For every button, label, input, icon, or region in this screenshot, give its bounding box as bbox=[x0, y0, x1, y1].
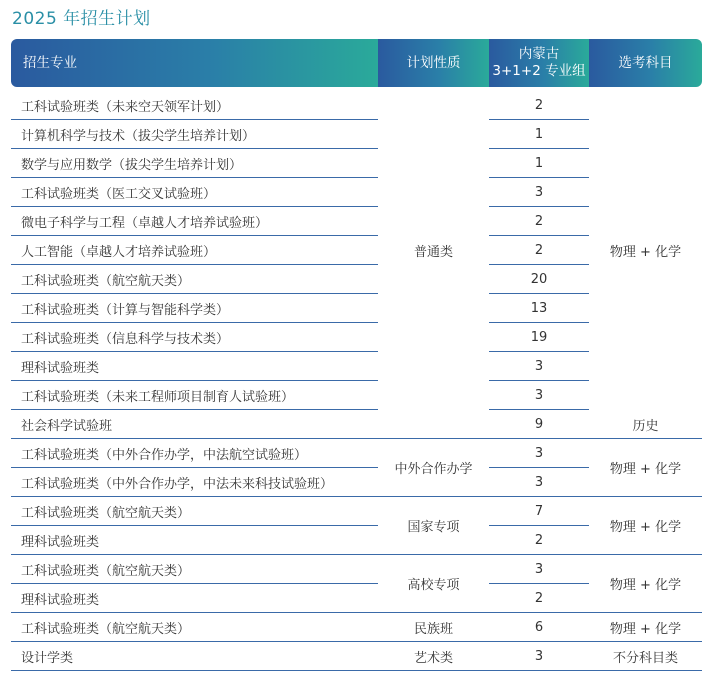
quota-cell: 3 bbox=[489, 439, 589, 468]
table-row bbox=[11, 439, 702, 468]
subjects-cell: 不分科目类 bbox=[589, 642, 702, 671]
subjects-cell: 物理 + 化学 bbox=[589, 555, 702, 613]
major-cell: 工科试验班类（航空航天类） bbox=[11, 265, 378, 294]
quota-cell: 2 bbox=[489, 526, 589, 555]
major-cell: 工科试验班类（航空航天类） bbox=[11, 613, 378, 642]
quota-cell: 2 bbox=[489, 236, 589, 265]
major-cell: 人工智能（卓越人才培养试验班） bbox=[11, 236, 378, 265]
table-row bbox=[11, 555, 702, 584]
table-row bbox=[11, 410, 702, 439]
plan-type-cell: 国家专项 bbox=[378, 497, 489, 555]
header-quota bbox=[489, 39, 589, 87]
quota-cell: 3 bbox=[489, 555, 589, 584]
major-cell: 计算机科学与技术（拔尖学生培养计划） bbox=[11, 120, 378, 149]
plan-type-cell bbox=[378, 410, 489, 439]
table-header-row bbox=[11, 39, 702, 87]
major-cell: 工科试验班类（医工交叉试验班） bbox=[11, 178, 378, 207]
header-quota-line1: 内蒙古 bbox=[518, 46, 560, 62]
quota-cell: 13 bbox=[489, 294, 589, 323]
major-cell: 工科试验班类（计算与智能科学类） bbox=[11, 294, 378, 323]
header-major: 招生专业 bbox=[11, 39, 378, 87]
subjects-cell: 历史 bbox=[589, 410, 702, 439]
table-row bbox=[11, 642, 702, 671]
quota-cell: 1 bbox=[489, 149, 589, 178]
header-subjects: 选考科目 bbox=[589, 39, 702, 87]
major-cell: 微电子科学与工程（卓越人才培养试验班） bbox=[11, 207, 378, 236]
subjects-cell: 物理 + 化学 bbox=[589, 613, 702, 642]
quota-cell: 7 bbox=[489, 497, 589, 526]
major-cell: 工科试验班类（航空航天类） bbox=[11, 497, 378, 526]
quota-cell: 3 bbox=[489, 178, 589, 207]
quota-cell: 2 bbox=[489, 584, 589, 613]
quota-cell: 2 bbox=[489, 91, 589, 120]
plan-type-cell: 中外合作办学 bbox=[378, 439, 489, 497]
major-cell: 数学与应用数学（拔尖学生培养计划） bbox=[11, 149, 378, 178]
major-cell: 理科试验班类 bbox=[11, 352, 378, 381]
quota-cell: 3 bbox=[489, 642, 589, 671]
enrollment-plan-table bbox=[11, 39, 702, 671]
quota-cell: 3 bbox=[489, 381, 589, 410]
major-cell: 工科试验班类（中外合作办学，中法航空试验班） bbox=[11, 439, 378, 468]
page-title: 2025 年招生计划 bbox=[12, 9, 151, 29]
quota-cell: 20 bbox=[489, 265, 589, 294]
quota-cell: 19 bbox=[489, 323, 589, 352]
major-cell: 社会科学试验班 bbox=[11, 410, 378, 439]
quota-cell: 1 bbox=[489, 120, 589, 149]
plan-type-cell: 普通类 bbox=[413, 245, 453, 260]
quota-cell: 6 bbox=[489, 613, 589, 642]
major-cell: 工科试验班类（航空航天类） bbox=[11, 555, 378, 584]
table-row bbox=[11, 497, 702, 526]
major-cell: 理科试验班类 bbox=[11, 526, 378, 555]
subjects-cell: 物理 + 化学 bbox=[609, 245, 682, 260]
major-cell: 理科试验班类 bbox=[11, 584, 378, 613]
quota-cell: 3 bbox=[489, 468, 589, 497]
major-cell: 工科试验班类（中外合作办学，中法未来科技试验班） bbox=[11, 468, 378, 497]
header-plan-type: 计划性质 bbox=[378, 39, 489, 87]
plan-type-cell: 民族班 bbox=[378, 613, 489, 642]
major-cell: 工科试验班类（未来空天领军计划） bbox=[11, 91, 378, 120]
quota-cell: 3 bbox=[489, 352, 589, 381]
table-row bbox=[11, 613, 702, 642]
plan-type-cell: 高校专项 bbox=[378, 555, 489, 613]
quota-cell: 9 bbox=[489, 410, 589, 439]
major-cell: 工科试验班类（未来工程师项目制育人试验班） bbox=[11, 381, 378, 410]
subjects-cell: 物理 + 化学 bbox=[589, 439, 702, 497]
quota-cell: 2 bbox=[489, 207, 589, 236]
plan-type-cell: 艺术类 bbox=[378, 642, 489, 671]
header-quota-line2: 3+1+2 专业组 bbox=[492, 63, 586, 79]
major-cell: 工科试验班类（信息科学与技术类） bbox=[11, 323, 378, 352]
table-row bbox=[11, 91, 702, 120]
major-cell: 设计学类 bbox=[11, 642, 378, 671]
subjects-cell: 物理 + 化学 bbox=[589, 497, 702, 555]
